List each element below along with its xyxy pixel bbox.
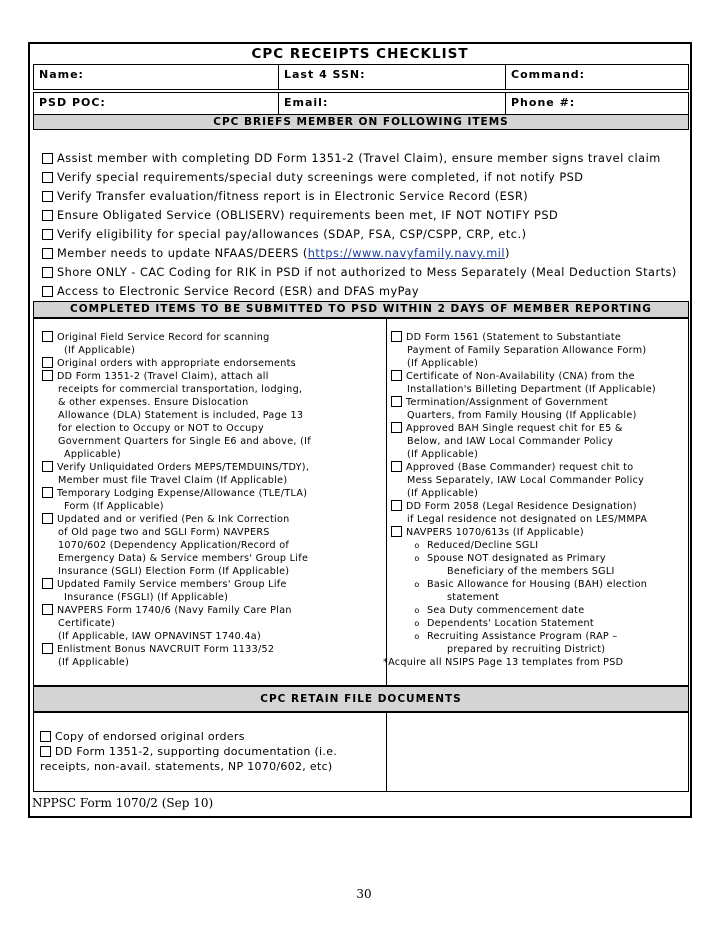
- ssn-field[interactable]: Last 4 SSN:: [284, 68, 366, 81]
- list-item: DD Form 1561 (Statement to Substantiate: [391, 331, 656, 344]
- list-item: Government Quarters for Single E6 and above, (If: [58, 436, 311, 447]
- brief-item: Ensure Obligated Service (OBLISERV) requirements been met, IF NOT NOTIFY PSD: [42, 209, 558, 222]
- checkbox[interactable]: [42, 643, 53, 654]
- navyfamily-link[interactable]: https://www.navyfamily.navy.mil: [307, 247, 506, 260]
- retain-section: [33, 712, 689, 792]
- completed-items-left: [42, 331, 311, 669]
- list-item: o Sea Duty commencement date: [391, 604, 656, 617]
- list-item: Beneficiary of the members SGLI: [447, 566, 615, 577]
- list-item: Enlistment Bonus NAVCRUIT Form 1133/52: [42, 643, 311, 656]
- list-item: DD Form 1351-2 (Travel Claim), attach all: [42, 370, 311, 383]
- retain-list: [40, 729, 337, 774]
- checkbox[interactable]: [42, 229, 53, 240]
- list-item: Original orders with appropriate endorsements: [42, 357, 311, 370]
- list-item: if Legal residence not designated on LES/MMPA: [407, 514, 648, 525]
- brief-item: Access to Electronic Service Record (ESR) and DFAS myPay: [42, 285, 419, 298]
- list-item: prepared by recruiting District): [447, 644, 606, 655]
- command-field[interactable]: Command:: [511, 68, 586, 81]
- list-item: (If Applicable): [58, 657, 130, 668]
- list-item: Insurance (FSGLI) (If Applicable): [64, 592, 229, 603]
- list-item: o Recruiting Assistance Program (RAP –: [391, 630, 656, 643]
- cpc-receipts-checklist-form: [28, 42, 692, 818]
- list-item: 1070/602 (Dependency Application/Record of: [58, 540, 290, 551]
- bullet-icon: o: [414, 580, 420, 589]
- list-item: Verify Unliquidated Orders MEPS/TEMDUINS/TDY),: [42, 461, 311, 474]
- checkbox[interactable]: [42, 210, 53, 221]
- retain-heading: CPC RETAIN FILE DOCUMENTS: [33, 686, 689, 712]
- list-item: Form (If Applicable): [64, 501, 164, 512]
- list-item: o Reduced/Decline SGLI: [391, 539, 656, 552]
- checkbox[interactable]: [42, 248, 53, 259]
- list-item: Approved (Base Commander) request chit to: [391, 461, 656, 474]
- checkbox[interactable]: [40, 746, 51, 757]
- checkbox[interactable]: [391, 422, 402, 433]
- list-item: Quarters, from Family Housing (If Applicable): [407, 410, 637, 421]
- list-item: Updated Family Service members' Group Life: [42, 578, 311, 591]
- email-field[interactable]: Email:: [284, 96, 329, 109]
- list-item: Emergency Data) & Service members' Group Life: [58, 553, 309, 564]
- bullet-icon: o: [414, 541, 420, 550]
- bullet-icon: o: [414, 619, 420, 628]
- checkbox[interactable]: [42, 153, 53, 164]
- list-item: Certificate): [58, 618, 116, 629]
- page-number: 30: [356, 887, 372, 901]
- brief-item: Verify eligibility for special pay/allowances (SDAP, FSA, CSP/CSPP, CRP, etc.): [42, 228, 527, 241]
- list-item: (If Applicable, IAW OPNAVINST 1740.4a): [58, 631, 262, 642]
- list-item: Original Field Service Record for scanning: [42, 331, 311, 344]
- brief-item: Member needs to update NFAAS/DEERS (https://www.navyfamily.navy.mil): [42, 247, 510, 260]
- list-item: (If Applicable): [407, 488, 479, 499]
- list-item: o Basic Allowance for Housing (BAH) election: [391, 578, 656, 591]
- form-number-footer: NPPSC Form 1070/2 (Sep 10): [32, 796, 214, 810]
- list-item: o Spouse NOT designated as Primary: [391, 552, 656, 565]
- list-item: receipts for commercial transportation, lodging,: [58, 384, 303, 395]
- list-item: statement: [447, 592, 500, 603]
- checkbox[interactable]: [42, 578, 53, 589]
- checkbox[interactable]: [42, 461, 53, 472]
- bullet-icon: o: [414, 554, 420, 563]
- list-item: Payment of Family Separation Allowance Form): [407, 345, 647, 356]
- checkbox[interactable]: [391, 461, 402, 472]
- checkbox[interactable]: [42, 487, 53, 498]
- list-item: Termination/Assignment of Government: [391, 396, 656, 409]
- psd-poc-field[interactable]: PSD POC:: [39, 96, 106, 109]
- bullet-icon: o: [414, 632, 420, 641]
- bullet-icon: o: [414, 606, 420, 615]
- list-item: o Dependents' Location Statement: [391, 617, 656, 630]
- checkbox[interactable]: [42, 513, 53, 524]
- list-item: DD Form 2058 (Legal Residence Designation): [391, 500, 656, 513]
- checkbox[interactable]: [42, 604, 53, 615]
- list-item: NAVPERS 1070/613s (If Applicable): [391, 526, 656, 539]
- briefs-heading: CPC BRIEFS MEMBER ON FOLLOWING ITEMS: [33, 114, 689, 130]
- list-item: Mess Separately, IAW Local Commander Policy: [407, 475, 645, 486]
- list-item: Temporary Lodging Expense/Allowance (TLE/TLA): [42, 487, 311, 500]
- checkbox[interactable]: [42, 191, 53, 202]
- completed-heading: COMPLETED ITEMS TO BE SUBMITTED TO PSD WITHIN 2 DAYS OF MEMBER REPORTING: [33, 301, 689, 318]
- list-item: NAVPERS Form 1740/6 (Navy Family Care Plan: [42, 604, 311, 617]
- list-item: Allowance (DLA) Statement is included, Page 13: [58, 410, 304, 421]
- list-item: Certificate of Non-Availability (CNA) from the: [391, 370, 656, 383]
- checkbox[interactable]: [42, 370, 53, 381]
- list-item: for election to Occupy or NOT to Occupy: [58, 423, 264, 434]
- list-item: Updated and or verified (Pen & Ink Correction: [42, 513, 311, 526]
- checkbox[interactable]: [42, 286, 53, 297]
- list-item: & other expenses. Ensure Dislocation: [58, 397, 249, 408]
- checkbox[interactable]: [42, 267, 53, 278]
- phone-field[interactable]: Phone #:: [511, 96, 576, 109]
- checkbox[interactable]: [391, 370, 402, 381]
- checkbox[interactable]: [42, 172, 53, 183]
- checkbox[interactable]: [391, 526, 402, 537]
- list-item: Below, and IAW Local Commander Policy: [407, 436, 614, 447]
- completed-items-section: [33, 318, 689, 686]
- brief-item: Verify special requirements/special duty screenings were completed, if not notify PSD: [42, 171, 584, 184]
- brief-item: Verify Transfer evaluation/fitness report is in Electronic Service Record (ESR): [42, 190, 528, 203]
- completed-items-right: [383, 331, 656, 669]
- list-item: Member must file Travel Claim (If Applicable): [58, 475, 288, 486]
- checkbox[interactable]: [391, 331, 402, 342]
- list-item: receipts, non-avail. statements, NP 1070/602, etc): [40, 760, 333, 773]
- checkbox[interactable]: [391, 500, 402, 511]
- list-item: Approved BAH Single request chit for E5 &: [391, 422, 656, 435]
- brief-item: Assist member with completing DD Form 1351-2 (Travel Claim), ensure member signs travel claim: [42, 152, 661, 165]
- name-field[interactable]: Name:: [39, 68, 84, 81]
- checkbox[interactable]: [40, 731, 51, 742]
- header-row-1: [33, 64, 689, 90]
- list-item: of Old page two and SGLI Form) NAVPERS: [58, 527, 270, 538]
- list-item: (If Applicable): [64, 345, 136, 356]
- checkbox[interactable]: [42, 357, 53, 368]
- list-item: Applicable): [64, 449, 121, 460]
- list-item: Copy of endorsed original orders: [40, 729, 337, 744]
- form-title: CPC RECEIPTS CHECKLIST: [251, 46, 469, 62]
- list-item: *Acquire all NSIPS Page 13 templates from PSD: [383, 657, 624, 668]
- list-item: Insurance (SGLI) Election Form (If Applicable): [58, 566, 290, 577]
- list-item: DD Form 1351-2, supporting documentation (i.e.: [40, 744, 337, 759]
- list-item: (If Applicable): [407, 449, 479, 460]
- checkbox[interactable]: [391, 396, 402, 407]
- list-item: Installation's Billeting Department (If Applicable): [407, 384, 656, 395]
- list-item: (If Applicable): [407, 358, 479, 369]
- checkbox[interactable]: [42, 331, 53, 342]
- brief-item: Shore ONLY - CAC Coding for RIK in PSD if not authorized to Mess Separately (Meal Deduction Starts): [42, 266, 677, 279]
